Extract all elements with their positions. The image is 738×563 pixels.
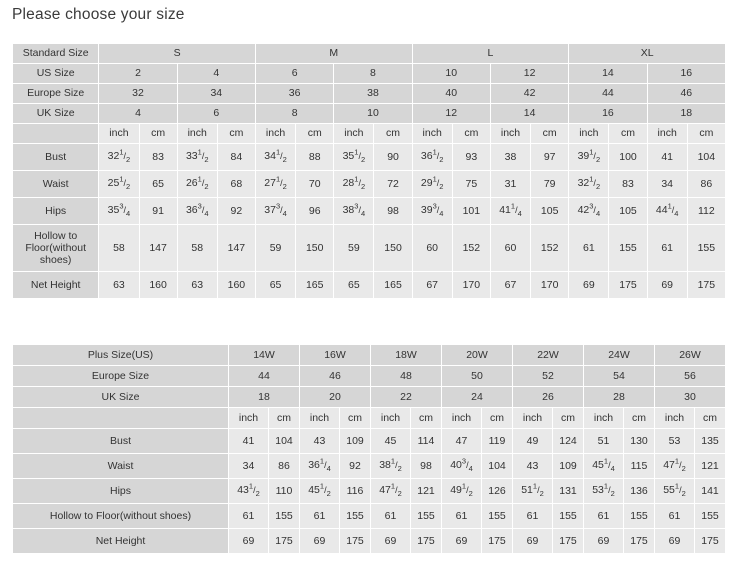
- us-size-cell: 14: [569, 64, 647, 84]
- netheight-cm: 170: [452, 272, 490, 299]
- waist-inch: $36^1/_4$: [300, 454, 340, 479]
- row-label-waist: Waist: [13, 171, 99, 198]
- row-label-uk-size: UK Size: [13, 387, 229, 408]
- bust-inch: 38: [490, 144, 530, 171]
- unit-cell: inch: [655, 408, 695, 429]
- unit-cell: cm: [553, 408, 584, 429]
- europe-size-cell: 44: [569, 84, 647, 104]
- table-row: [13, 84, 726, 104]
- waist-cm: 86: [269, 454, 300, 479]
- hips-cm: 101: [452, 198, 490, 225]
- bust-cm: 109: [340, 429, 371, 454]
- hips-cm: 92: [217, 198, 255, 225]
- hips-inch: $51^1/_2$: [513, 479, 553, 504]
- waist-inch: $38^1/_2$: [371, 454, 411, 479]
- netheight-inch: 67: [412, 272, 452, 299]
- hollow-inch: 61: [229, 504, 269, 529]
- hips-cm: 110: [269, 479, 300, 504]
- hollow-cm: 155: [695, 504, 726, 529]
- waist-cm: 83: [609, 171, 647, 198]
- hips-inch: $36^3/_4$: [177, 198, 217, 225]
- unit-cell: cm: [687, 124, 725, 144]
- hips-cm: 105: [531, 198, 569, 225]
- uk-size-cell: 4: [99, 104, 177, 124]
- unit-cell: cm: [217, 124, 255, 144]
- us-size-cell: 10: [412, 64, 490, 84]
- plus-size-cell: 26W: [655, 345, 726, 366]
- bust-inch: 41: [229, 429, 269, 454]
- table-row: [13, 104, 726, 124]
- bust-cm: 104: [269, 429, 300, 454]
- hips-inch: $43^1/_2$: [229, 479, 269, 504]
- unit-cell: inch: [442, 408, 482, 429]
- waist-cm: 109: [553, 454, 584, 479]
- unit-cell: cm: [482, 408, 513, 429]
- hips-cm: 136: [624, 479, 655, 504]
- netheight-cm: 175: [269, 529, 300, 554]
- bust-cm: 88: [296, 144, 334, 171]
- hollow-inch: 59: [255, 225, 295, 272]
- bust-cm: 124: [553, 429, 584, 454]
- row-label-europe-size: Europe Size: [13, 366, 229, 387]
- waist-inch: $32^1/_2$: [569, 171, 609, 198]
- netheight-cm: 175: [624, 529, 655, 554]
- table-row: [13, 225, 726, 272]
- unit-cell: cm: [374, 124, 412, 144]
- hips-cm: 126: [482, 479, 513, 504]
- hips-cm: 116: [340, 479, 371, 504]
- row-label-hollow-to-floor: Hollow to Floor(without shoes): [13, 225, 99, 272]
- netheight-inch: 69: [229, 529, 269, 554]
- waist-inch: $40^3/_4$: [442, 454, 482, 479]
- hollow-cm: 155: [340, 504, 371, 529]
- unit-cell: inch: [371, 408, 411, 429]
- waist-inch: $47^1/_2$: [655, 454, 695, 479]
- row-label-units: [13, 124, 99, 144]
- uk-size-cell: 8: [255, 104, 333, 124]
- size-group-xl: XL: [569, 44, 726, 64]
- hollow-cm: 155: [411, 504, 442, 529]
- waist-cm: 75: [452, 171, 490, 198]
- netheight-cm: 175: [687, 272, 725, 299]
- europe-size-cell: 50: [442, 366, 513, 387]
- unit-cell: inch: [569, 124, 609, 144]
- netheight-inch: 69: [513, 529, 553, 554]
- hollow-inch: 61: [300, 504, 340, 529]
- waist-cm: 72: [374, 171, 412, 198]
- hips-cm: 105: [609, 198, 647, 225]
- bust-cm: 83: [139, 144, 177, 171]
- bust-inch: 43: [300, 429, 340, 454]
- bust-inch: 47: [442, 429, 482, 454]
- table-row: [13, 408, 726, 429]
- hips-inch: $41^1/_4$: [490, 198, 530, 225]
- us-size-cell: 4: [177, 64, 255, 84]
- unit-cell: inch: [412, 124, 452, 144]
- waist-cm: 68: [217, 171, 255, 198]
- netheight-inch: 69: [584, 529, 624, 554]
- unit-cell: inch: [99, 124, 139, 144]
- unit-cell: inch: [300, 408, 340, 429]
- hips-inch: $44^1/_4$: [647, 198, 687, 225]
- table-row: [13, 198, 726, 225]
- waist-cm: 92: [340, 454, 371, 479]
- hips-cm: 112: [687, 198, 725, 225]
- bust-inch: 45: [371, 429, 411, 454]
- netheight-inch: 63: [177, 272, 217, 299]
- waist-inch: 34: [647, 171, 687, 198]
- netheight-cm: 170: [531, 272, 569, 299]
- netheight-cm: 175: [411, 529, 442, 554]
- us-size-cell: 8: [334, 64, 412, 84]
- hips-cm: 96: [296, 198, 334, 225]
- unit-cell: cm: [452, 124, 490, 144]
- uk-size-cell: 22: [371, 387, 442, 408]
- row-label-units: [13, 408, 229, 429]
- bust-cm: 104: [687, 144, 725, 171]
- uk-size-cell: 18: [229, 387, 300, 408]
- netheight-cm: 160: [217, 272, 255, 299]
- waist-cm: 98: [411, 454, 442, 479]
- bust-cm: 114: [411, 429, 442, 454]
- table-row: [13, 64, 726, 84]
- bust-cm: 119: [482, 429, 513, 454]
- us-size-cell: 16: [647, 64, 725, 84]
- row-label-waist: Waist: [13, 454, 229, 479]
- hollow-inch: 60: [412, 225, 452, 272]
- row-label-hips: Hips: [13, 198, 99, 225]
- plus-size-cell: 16W: [300, 345, 371, 366]
- unit-cell: inch: [490, 124, 530, 144]
- uk-size-cell: 20: [300, 387, 371, 408]
- unit-cell: cm: [531, 124, 569, 144]
- bust-inch: 51: [584, 429, 624, 454]
- hollow-cm: 152: [452, 225, 490, 272]
- waist-inch: $28^1/_2$: [334, 171, 374, 198]
- hollow-inch: 61: [655, 504, 695, 529]
- netheight-inch: 69: [300, 529, 340, 554]
- netheight-inch: 63: [99, 272, 139, 299]
- waist-inch: $45^1/_4$: [584, 454, 624, 479]
- netheight-inch: 69: [647, 272, 687, 299]
- row-label-bust: Bust: [13, 429, 229, 454]
- table-row: [13, 124, 726, 144]
- hips-inch: $55^1/_2$: [655, 479, 695, 504]
- table-row: [13, 272, 726, 299]
- waist-cm: 115: [624, 454, 655, 479]
- bust-inch: $35^1/_2$: [334, 144, 374, 171]
- europe-size-cell: 52: [513, 366, 584, 387]
- hollow-inch: 60: [490, 225, 530, 272]
- table-row: [13, 44, 726, 64]
- hollow-cm: 150: [374, 225, 412, 272]
- uk-size-cell: 10: [334, 104, 412, 124]
- unit-cell: inch: [513, 408, 553, 429]
- bust-cm: 135: [695, 429, 726, 454]
- unit-cell: cm: [695, 408, 726, 429]
- bust-cm: 130: [624, 429, 655, 454]
- row-label-standard-size: Standard Size: [13, 44, 99, 64]
- table-row: [13, 366, 726, 387]
- europe-size-cell: 44: [229, 366, 300, 387]
- unit-cell: cm: [296, 124, 334, 144]
- unit-cell: cm: [340, 408, 371, 429]
- unit-cell: cm: [624, 408, 655, 429]
- waist-cm: 79: [531, 171, 569, 198]
- hips-inch: $49^1/_2$: [442, 479, 482, 504]
- uk-size-cell: 12: [412, 104, 490, 124]
- hollow-cm: 147: [139, 225, 177, 272]
- plus-size-cell: 14W: [229, 345, 300, 366]
- bust-inch: 53: [655, 429, 695, 454]
- hollow-cm: 155: [687, 225, 725, 272]
- bust-inch: $32^1/_2$: [99, 144, 139, 171]
- waist-cm: 104: [482, 454, 513, 479]
- uk-size-cell: 24: [442, 387, 513, 408]
- size-group-l: L: [412, 44, 569, 64]
- plus-size-table: [12, 344, 726, 554]
- hips-inch: $39^3/_4$: [412, 198, 452, 225]
- netheight-inch: 69: [569, 272, 609, 299]
- hips-cm: 91: [139, 198, 177, 225]
- hips-inch: $37^3/_4$: [255, 198, 295, 225]
- netheight-inch: 69: [655, 529, 695, 554]
- hips-cm: 131: [553, 479, 584, 504]
- hips-inch: $45^1/_2$: [300, 479, 340, 504]
- netheight-cm: 175: [609, 272, 647, 299]
- europe-size-cell: 32: [99, 84, 177, 104]
- waist-inch: 43: [513, 454, 553, 479]
- uk-size-cell: 30: [655, 387, 726, 408]
- europe-size-cell: 46: [300, 366, 371, 387]
- unit-cell: cm: [139, 124, 177, 144]
- uk-size-cell: 28: [584, 387, 655, 408]
- table-row: [13, 454, 726, 479]
- europe-size-cell: 46: [647, 84, 725, 104]
- netheight-cm: 165: [296, 272, 334, 299]
- uk-size-cell: 26: [513, 387, 584, 408]
- bust-inch: $36^1/_2$: [412, 144, 452, 171]
- unit-cell: inch: [647, 124, 687, 144]
- europe-size-cell: 38: [334, 84, 412, 104]
- waist-inch: $26^1/_2$: [177, 171, 217, 198]
- unit-cell: cm: [411, 408, 442, 429]
- row-label-europe-size: Europe Size: [13, 84, 99, 104]
- netheight-cm: 175: [340, 529, 371, 554]
- hips-inch: $35^3/_4$: [99, 198, 139, 225]
- netheight-cm: 175: [553, 529, 584, 554]
- hollow-inch: 61: [569, 225, 609, 272]
- row-label-plus-size-us: Plus Size(US): [13, 345, 229, 366]
- table-row: [13, 504, 726, 529]
- bust-cm: 97: [531, 144, 569, 171]
- table-row: [13, 144, 726, 171]
- row-label-bust: Bust: [13, 144, 99, 171]
- waist-cm: 70: [296, 171, 334, 198]
- hips-cm: 98: [374, 198, 412, 225]
- netheight-cm: 175: [482, 529, 513, 554]
- waist-inch: $29^1/_2$: [412, 171, 452, 198]
- bust-cm: 93: [452, 144, 490, 171]
- row-label-us-size: US Size: [13, 64, 99, 84]
- row-label-net-height: Net Height: [13, 529, 229, 554]
- unit-cell: inch: [229, 408, 269, 429]
- europe-size-cell: 34: [177, 84, 255, 104]
- hollow-inch: 61: [584, 504, 624, 529]
- page-title: Please choose your size: [12, 6, 185, 23]
- table-row: [13, 429, 726, 454]
- us-size-cell: 6: [255, 64, 333, 84]
- bust-cm: 84: [217, 144, 255, 171]
- bust-inch: $39^1/_2$: [569, 144, 609, 171]
- netheight-cm: 175: [695, 529, 726, 554]
- us-size-cell: 2: [99, 64, 177, 84]
- hollow-cm: 155: [269, 504, 300, 529]
- row-label-hollow-to-floor: Hollow to Floor(without shoes): [13, 504, 229, 529]
- hollow-inch: 61: [371, 504, 411, 529]
- europe-size-cell: 40: [412, 84, 490, 104]
- uk-size-cell: 18: [647, 104, 725, 124]
- unit-cell: cm: [609, 124, 647, 144]
- plus-size-cell: 20W: [442, 345, 513, 366]
- hollow-inch: 58: [99, 225, 139, 272]
- waist-inch: 31: [490, 171, 530, 198]
- netheight-inch: 67: [490, 272, 530, 299]
- hollow-cm: 155: [553, 504, 584, 529]
- plus-size-cell: 24W: [584, 345, 655, 366]
- europe-size-cell: 56: [655, 366, 726, 387]
- hollow-cm: 147: [217, 225, 255, 272]
- hollow-inch: 61: [647, 225, 687, 272]
- size-group-m: M: [255, 44, 412, 64]
- hollow-cm: 150: [296, 225, 334, 272]
- hips-inch: $38^3/_4$: [334, 198, 374, 225]
- bust-inch: $33^1/_2$: [177, 144, 217, 171]
- netheight-inch: 69: [442, 529, 482, 554]
- uk-size-cell: 16: [569, 104, 647, 124]
- waist-cm: 65: [139, 171, 177, 198]
- us-size-cell: 12: [490, 64, 568, 84]
- unit-cell: cm: [269, 408, 300, 429]
- unit-cell: inch: [334, 124, 374, 144]
- hollow-cm: 155: [482, 504, 513, 529]
- row-label-hips: Hips: [13, 479, 229, 504]
- uk-size-cell: 6: [177, 104, 255, 124]
- netheight-cm: 160: [139, 272, 177, 299]
- waist-cm: 86: [687, 171, 725, 198]
- table-row: [13, 345, 726, 366]
- hips-cm: 141: [695, 479, 726, 504]
- plus-size-cell: 22W: [513, 345, 584, 366]
- table-row: [13, 479, 726, 504]
- bust-inch: 49: [513, 429, 553, 454]
- waist-inch: $25^1/_2$: [99, 171, 139, 198]
- standard-size-table: [12, 43, 726, 299]
- hollow-cm: 155: [624, 504, 655, 529]
- plus-size-cell: 18W: [371, 345, 442, 366]
- hollow-inch: 61: [513, 504, 553, 529]
- bust-cm: 100: [609, 144, 647, 171]
- bust-cm: 90: [374, 144, 412, 171]
- waist-inch: $27^1/_2$: [255, 171, 295, 198]
- europe-size-cell: 42: [490, 84, 568, 104]
- netheight-inch: 65: [255, 272, 295, 299]
- table-row: [13, 529, 726, 554]
- unit-cell: inch: [584, 408, 624, 429]
- bust-inch: 41: [647, 144, 687, 171]
- row-label-net-height: Net Height: [13, 272, 99, 299]
- hollow-inch: 61: [442, 504, 482, 529]
- europe-size-cell: 54: [584, 366, 655, 387]
- hollow-inch: 59: [334, 225, 374, 272]
- size-group-s: S: [99, 44, 256, 64]
- europe-size-cell: 48: [371, 366, 442, 387]
- waist-inch: 34: [229, 454, 269, 479]
- hollow-cm: 152: [531, 225, 569, 272]
- table-row: [13, 171, 726, 198]
- unit-cell: inch: [177, 124, 217, 144]
- hips-inch: $53^1/_2$: [584, 479, 624, 504]
- netheight-inch: 69: [371, 529, 411, 554]
- row-label-uk-size: UK Size: [13, 104, 99, 124]
- uk-size-cell: 14: [490, 104, 568, 124]
- hips-inch: $42^3/_4$: [569, 198, 609, 225]
- waist-cm: 121: [695, 454, 726, 479]
- netheight-cm: 165: [374, 272, 412, 299]
- table-row: [13, 387, 726, 408]
- hips-inch: $47^1/_2$: [371, 479, 411, 504]
- hips-cm: 121: [411, 479, 442, 504]
- hollow-cm: 155: [609, 225, 647, 272]
- netheight-inch: 65: [334, 272, 374, 299]
- bust-inch: $34^1/_2$: [255, 144, 295, 171]
- europe-size-cell: 36: [255, 84, 333, 104]
- unit-cell: inch: [255, 124, 295, 144]
- hollow-inch: 58: [177, 225, 217, 272]
